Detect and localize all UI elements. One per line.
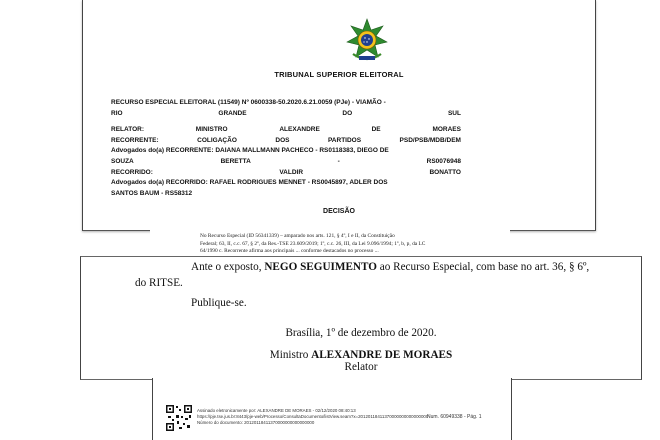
partial-text-strip xyxy=(150,229,510,259)
header-line-8: Advogados do(a) RECORRIDO: RAFAEL RODRIGUES MENNET - RS0045897, ADLER DOS xyxy=(111,179,388,187)
header-line-3: RELATOR: MINISTRO ALEXANDRE DE MORAES xyxy=(111,126,461,134)
ruling-bold: NEGO SEGUIMENTO xyxy=(264,261,377,273)
header-line-4: RECORRENTE: COLIGAÇÃO DOS PARTIDOS PSD/PSB/MDB/DEM xyxy=(111,136,461,144)
ruling-paragraph-cont: do RITSE. xyxy=(135,277,183,289)
header-line-9: SANTOS BAUM - RS58312 xyxy=(111,189,193,197)
partial-line: Federal; 63, II, c.c. 67, § 2º, da Res.-TSE 23.609/2019; 1º, c.c. 26, III, da Lei 9.096/1994; 1º, b, p, da LC xyxy=(200,240,426,247)
court-name: TRIBUNAL SUPERIOR ELEITORAL xyxy=(274,70,404,79)
header-line-2: RIO GRANDE DO SUL xyxy=(111,109,461,117)
ruling-paragraph: Ante o exposto, NEGO SEGUIMENTO ao Recurso Especial, com base no art. 36, § 6º, xyxy=(191,261,590,273)
partial-line: 64/1990 c. Recorrente afirma aos principais ... conforme destacados no processo ... xyxy=(200,248,379,255)
decision-body-sheet xyxy=(80,256,642,380)
place-date: Brasília, 1º de dezembro de 2020. xyxy=(285,327,437,339)
signer-role: Relator xyxy=(344,361,378,373)
header-line-6: SOUZA BERETTA - RS0076948 xyxy=(111,157,461,165)
header-line-7: RECORRIDO: VALDIR BONATTO xyxy=(111,168,461,176)
case-header xyxy=(111,98,461,199)
signer-name: Ministro ALEXANDRE DE MORAES xyxy=(269,349,453,361)
decision-title: DECISÃO xyxy=(323,208,355,215)
signature-footer-sheet xyxy=(152,378,512,440)
header-line-1: RECURSO ESPECIAL ELEITORAL (11549) Nº 0600338-50.2020.6.21.0059 (PJe) - VIAMÃO - xyxy=(111,99,386,106)
page-number: Num. 60949338 - Pág. 1 xyxy=(427,414,482,420)
document-header-sheet xyxy=(82,0,596,231)
header-line-5: Advogados do(a) RECORRENTE: DAIANA MALLMANN PACHECO - RS0118383, DIEGO DE xyxy=(111,147,389,155)
partial-line: No Recurso Especial (ID 56341339) – amparado nos arts. 121, § 4º, I e II, da Constituição xyxy=(200,233,395,239)
electronic-signature: Assinado eletronicamente por: ALEXANDRE DE MORAES - 02/12/2020 08:40:13 https://pje.tse.jus.br:8443/pje-web/Processo/ConsultaDocumento/listView.seam?x=20120118411370000000000000000 Número do documento: 20120118411370000000000000000 xyxy=(197,408,429,425)
coat-of-arms-icon xyxy=(345,18,389,64)
partial-paragraph xyxy=(200,233,500,256)
verification-link[interactable]: https://pje.tse.jus.br:8443/pje-web/Processo/ConsultaDocumento/listView.seam?x=20120118411370000000000000000 xyxy=(197,414,429,419)
publish-line: Publique-se. xyxy=(191,297,247,309)
qr-code-icon xyxy=(165,404,193,432)
